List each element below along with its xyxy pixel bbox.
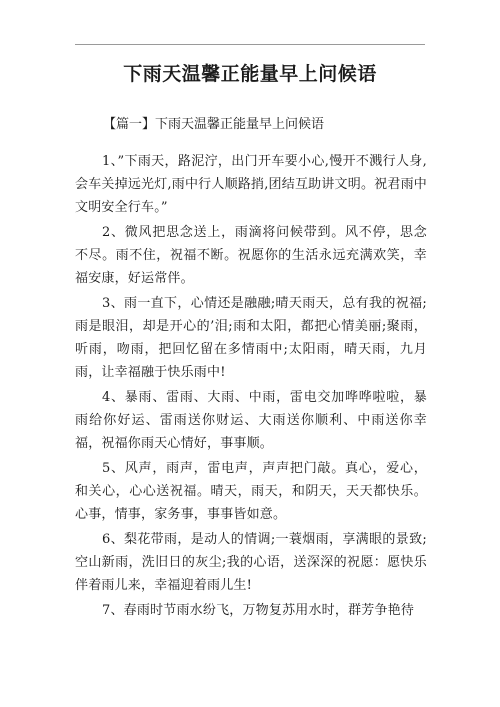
document-body (75, 150, 427, 624)
paragraph-5: 5、风声，雨声，雷电声，声声把门敲。真心，爱心，和关心，心心送祝福。晴天，雨天，和阴天，天天都快乐。心事，情事，家务事，事事皆如意。 (75, 461, 427, 522)
section-heading: 【篇一】下雨天温馨正能量早上问候语 (103, 117, 325, 132)
paragraph-7: 7、春雨时节雨水纷飞，万物复苏用水时，群芳争艳待 (102, 603, 415, 618)
paragraph-6: 6、梨花带雨，是动人的情调;一蓑烟雨，享满眼的景致;空山新雨，洗旧日的灰尘;我的心语，送深深的祝愿：愿快乐伴着雨儿来，幸福迎着雨儿生! (75, 532, 427, 593)
paragraph-3: 3、雨一直下，心情还是融融;晴天雨天，总有我的祝福;雨是眼泪，却是开心的’泪;雨和太阳，都把心情美丽;聚雨，听雨，吻雨，把回忆留在多情雨中;太阳雨，晴天雨，九月雨，让幸福融于快乐雨中! (75, 296, 427, 380)
header-divider (75, 44, 425, 45)
paragraph-2: 2、微风把思念送上，雨滴将问候带到。风不停，思念不尽。雨不住，祝福不断。祝愿你的生活永远充满欢笑，幸福安康，好运常伴。 (75, 225, 427, 286)
document-title: 下雨天温馨正能量早上问候语 (123, 63, 377, 85)
paragraph-4: 4、暴雨、雷雨、大雨、中雨，雷电交加哗哗啦啦，暴雨给你好运、雷雨送你财运、大雨送你顺利、中雨送你幸福，祝福你雨天心情好，事事顺。 (75, 390, 427, 451)
paragraph-1: 1、”下雨天，路泥泞，出门开车要小心,慢开不溅行人身,会车关掉远光灯,雨中行人顺路捎,团结互助讲文明。祝君雨中文明安全行车。” (75, 154, 427, 215)
